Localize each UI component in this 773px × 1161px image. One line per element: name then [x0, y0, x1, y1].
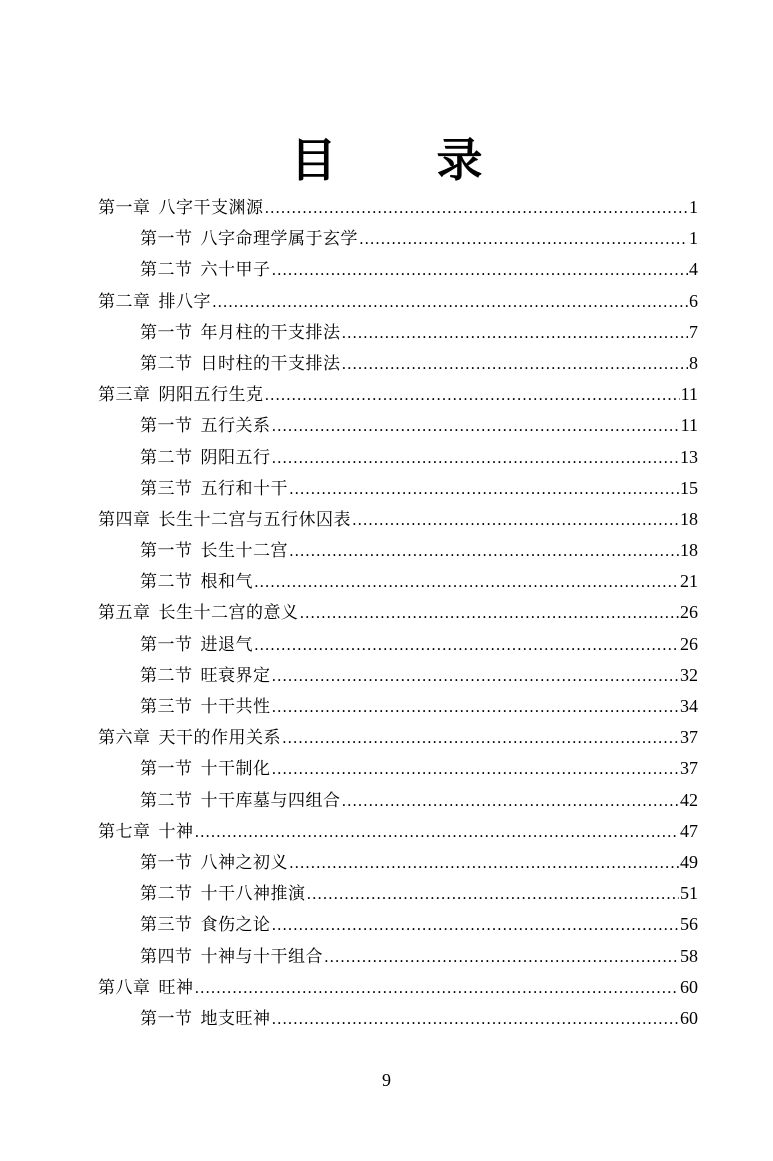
dot-leader — [342, 349, 689, 380]
toc-entry-title: 阴阳五行生克 — [158, 385, 264, 406]
dot-leader — [272, 754, 680, 785]
toc-chapter-entry — [98, 972, 698, 1003]
toc-entry-page: 60 — [680, 1007, 698, 1028]
toc-entry-page: 4 — [689, 259, 698, 280]
toc-entry-title: 十干八神推演 — [200, 884, 306, 905]
toc-entry-title: 旺神 — [158, 977, 194, 998]
toc-section-entry — [98, 348, 698, 379]
toc-entry-label — [98, 817, 194, 848]
toc-entry-number: 第四节 — [140, 946, 193, 967]
toc-entry-title: 五行关系 — [200, 416, 271, 437]
dot-leader — [272, 692, 680, 723]
toc-entry-title: 阴阳五行 — [200, 447, 271, 468]
toc-chapter-entry — [98, 192, 698, 223]
toc-entry-title: 六十甲子 — [200, 260, 271, 281]
toc-section-entry — [98, 442, 698, 473]
dot-leader — [342, 318, 689, 349]
toc-entry-number: 第三节 — [140, 697, 193, 717]
toc-entry-label — [140, 567, 253, 598]
toc-entry-title: 十干共性 — [200, 697, 271, 717]
toc-entry-title: 日时柱的干支排法 — [200, 353, 341, 374]
toc-entry-label — [140, 786, 341, 817]
toc-section-entry — [98, 909, 698, 940]
toc-entry-number: 第六章 — [98, 728, 151, 749]
toc-entry-page: 37 — [680, 727, 698, 748]
dot-leader — [272, 661, 680, 692]
dot-leader — [272, 411, 680, 442]
dot-leader — [212, 287, 688, 318]
toc-entry-page: 37 — [680, 758, 698, 779]
toc-entry-number: 第五章 — [98, 603, 151, 624]
toc-entry-title: 长生十二宫与五行休囚表 — [158, 509, 351, 530]
toc-entry-number: 第一节 — [140, 852, 193, 873]
dot-leader — [282, 723, 679, 754]
toc-entry-label — [140, 630, 253, 661]
dot-leader — [272, 255, 689, 286]
toc-entry-page: 7 — [689, 321, 698, 342]
toc-section-entry — [98, 941, 698, 972]
toc-entry-label — [140, 754, 271, 785]
toc-entry-title: 进退气 — [200, 634, 253, 655]
toc-chapter-entry — [98, 379, 698, 410]
dot-leader — [289, 474, 679, 505]
dot-leader — [272, 1004, 680, 1035]
dot-leader — [289, 536, 679, 567]
toc-entry-label — [140, 318, 341, 349]
toc-section-entry — [98, 317, 698, 348]
toc-entry-page: 13 — [680, 446, 698, 467]
toc-entry-number: 第二节 — [140, 572, 193, 593]
toc-chapter-entry — [98, 722, 698, 753]
toc-entry-label — [140, 661, 271, 692]
toc-entry-page: 51 — [680, 883, 698, 904]
toc-entry-page: 34 — [680, 696, 698, 716]
toc-chapter-entry — [98, 816, 698, 847]
toc-entry-title: 长生十二宫的意义 — [158, 603, 299, 624]
toc-entry-page: 47 — [680, 820, 698, 841]
dot-leader — [324, 942, 679, 973]
toc-entry-title: 食伤之论 — [200, 915, 271, 936]
dot-leader — [300, 598, 680, 629]
toc-entry-number: 第二节 — [140, 884, 193, 905]
toc-section-entry — [98, 691, 698, 722]
toc-entry-title: 八字命理学属于玄学 — [200, 229, 358, 250]
toc-entry-number: 第一节 — [140, 541, 193, 562]
dot-leader — [195, 817, 680, 848]
toc-entry-page: 26 — [680, 602, 698, 623]
toc-entry-number: 第七章 — [98, 821, 151, 842]
dot-leader — [307, 879, 680, 910]
toc-entry-page: 15 — [680, 477, 698, 498]
toc-entry-title: 根和气 — [200, 572, 253, 593]
toc-entry-label — [98, 723, 281, 754]
toc-entry-title: 八神之初义 — [200, 852, 288, 873]
toc-section-entry — [98, 629, 698, 660]
toc-entry-number: 第四章 — [98, 509, 151, 530]
dot-leader — [265, 380, 680, 411]
dot-leader — [254, 567, 679, 598]
toc-section-entry — [98, 223, 698, 254]
toc-entry-label — [140, 443, 271, 474]
toc-entry-page: 60 — [680, 976, 698, 997]
toc-entry-page: 18 — [680, 540, 698, 561]
toc-section-entry — [98, 847, 698, 878]
toc-entry-page: 1 — [689, 228, 698, 249]
toc-entry-label — [140, 536, 288, 567]
toc-entry-number: 第二节 — [140, 353, 193, 374]
toc-entry-title: 年月柱的干支排法 — [200, 322, 341, 343]
toc-entry-number: 第二节 — [140, 665, 193, 686]
toc-entry-label — [140, 692, 271, 723]
toc-entry-label — [140, 411, 271, 442]
toc-section-entry — [98, 660, 698, 691]
toc-entry-number: 第三节 — [140, 915, 193, 936]
toc-entry-number: 第一节 — [140, 759, 193, 780]
toc-entry-page: 11 — [680, 415, 698, 436]
toc-entry-title: 十神 — [158, 821, 194, 842]
toc-chapter-entry — [98, 286, 698, 317]
toc-chapter-entry — [98, 504, 698, 535]
toc-entry-title: 天干的作用关系 — [158, 728, 281, 749]
toc-section-entry — [98, 410, 698, 441]
toc-entry-number: 第八章 — [98, 977, 151, 998]
toc-entry-number: 第一节 — [140, 229, 193, 250]
toc-entry-label — [140, 349, 341, 380]
dot-leader — [359, 224, 688, 255]
toc-entry-label — [140, 474, 288, 505]
toc-entry-label — [98, 598, 299, 629]
toc-entry-label — [140, 879, 306, 910]
toc-entry-number: 第一节 — [140, 634, 193, 655]
toc-entry-page: 18 — [680, 508, 698, 529]
toc-entry-title: 十干库墓与四组合 — [200, 790, 341, 811]
toc-entry-number: 第二节 — [140, 790, 193, 811]
toc-section-entry — [98, 753, 698, 784]
toc-entry-label — [140, 1004, 271, 1035]
toc-entry-label — [98, 973, 194, 1004]
toc-title: 目 录 — [290, 133, 525, 187]
toc-entry-page: 32 — [680, 664, 698, 685]
toc-section-entry — [98, 473, 698, 504]
toc-chapter-entry — [98, 597, 698, 628]
toc-section-entry — [98, 1003, 698, 1034]
toc-entry-page: 56 — [680, 914, 698, 935]
toc-entry-number: 第二节 — [140, 447, 193, 468]
toc-entry-page: 21 — [680, 571, 698, 592]
toc-entry-label — [140, 942, 323, 973]
toc-entry-page: 42 — [680, 789, 698, 810]
toc-entry-title: 十神与十干组合 — [200, 946, 323, 967]
toc-entry-label — [98, 380, 264, 411]
dot-leader — [352, 505, 679, 536]
toc-entry-title: 旺衰界定 — [200, 665, 271, 686]
toc-entry-page: 26 — [680, 633, 698, 654]
toc-entry-label — [140, 224, 358, 255]
toc-entry-page: 49 — [680, 851, 698, 872]
toc-entry-number: 第三节 — [140, 478, 193, 499]
toc-entry-title: 八字干支渊源 — [158, 198, 264, 218]
toc-entry-number: 第三章 — [98, 385, 151, 406]
toc-entry-page: 58 — [680, 945, 698, 966]
toc-entry-number: 第二节 — [140, 260, 193, 281]
toc-entry-label — [140, 910, 271, 941]
dot-leader — [272, 910, 680, 941]
toc-entry-label — [140, 848, 288, 879]
toc-entry-page: 11 — [680, 384, 698, 405]
dot-leader — [265, 193, 689, 224]
toc-entry-page: 1 — [689, 197, 698, 217]
toc-entry-number: 第一节 — [140, 322, 193, 343]
dot-leader — [272, 443, 680, 474]
toc-entry-number: 第一节 — [140, 1008, 193, 1029]
toc-entry-number: 第一章 — [98, 198, 151, 218]
toc-entry-page: 6 — [689, 290, 698, 311]
toc-entry-title: 排八字 — [158, 291, 211, 312]
toc-list — [98, 192, 698, 1034]
page-number: 9 — [382, 1070, 391, 1090]
toc-entry-page: 8 — [689, 352, 698, 373]
dot-leader — [342, 786, 680, 817]
dot-leader — [289, 848, 679, 879]
toc-section-entry — [98, 566, 698, 597]
toc-entry-number: 第二章 — [98, 291, 151, 312]
toc-entry-label — [140, 255, 271, 286]
toc-entry-title: 长生十二宫 — [200, 541, 288, 562]
toc-section-entry — [98, 254, 698, 285]
toc-entry-title: 地支旺神 — [200, 1008, 271, 1029]
toc-section-entry — [98, 785, 698, 816]
dot-leader — [254, 630, 679, 661]
dot-leader — [195, 973, 680, 1004]
toc-entry-label — [98, 505, 351, 536]
toc-entry-number: 第一节 — [140, 416, 193, 437]
toc-section-entry — [98, 878, 698, 909]
toc-entry-label — [98, 287, 211, 318]
toc-section-entry — [98, 535, 698, 566]
toc-entry-title: 十干制化 — [200, 759, 271, 780]
toc-entry-label — [98, 193, 264, 224]
toc-entry-title: 五行和十干 — [200, 478, 288, 499]
